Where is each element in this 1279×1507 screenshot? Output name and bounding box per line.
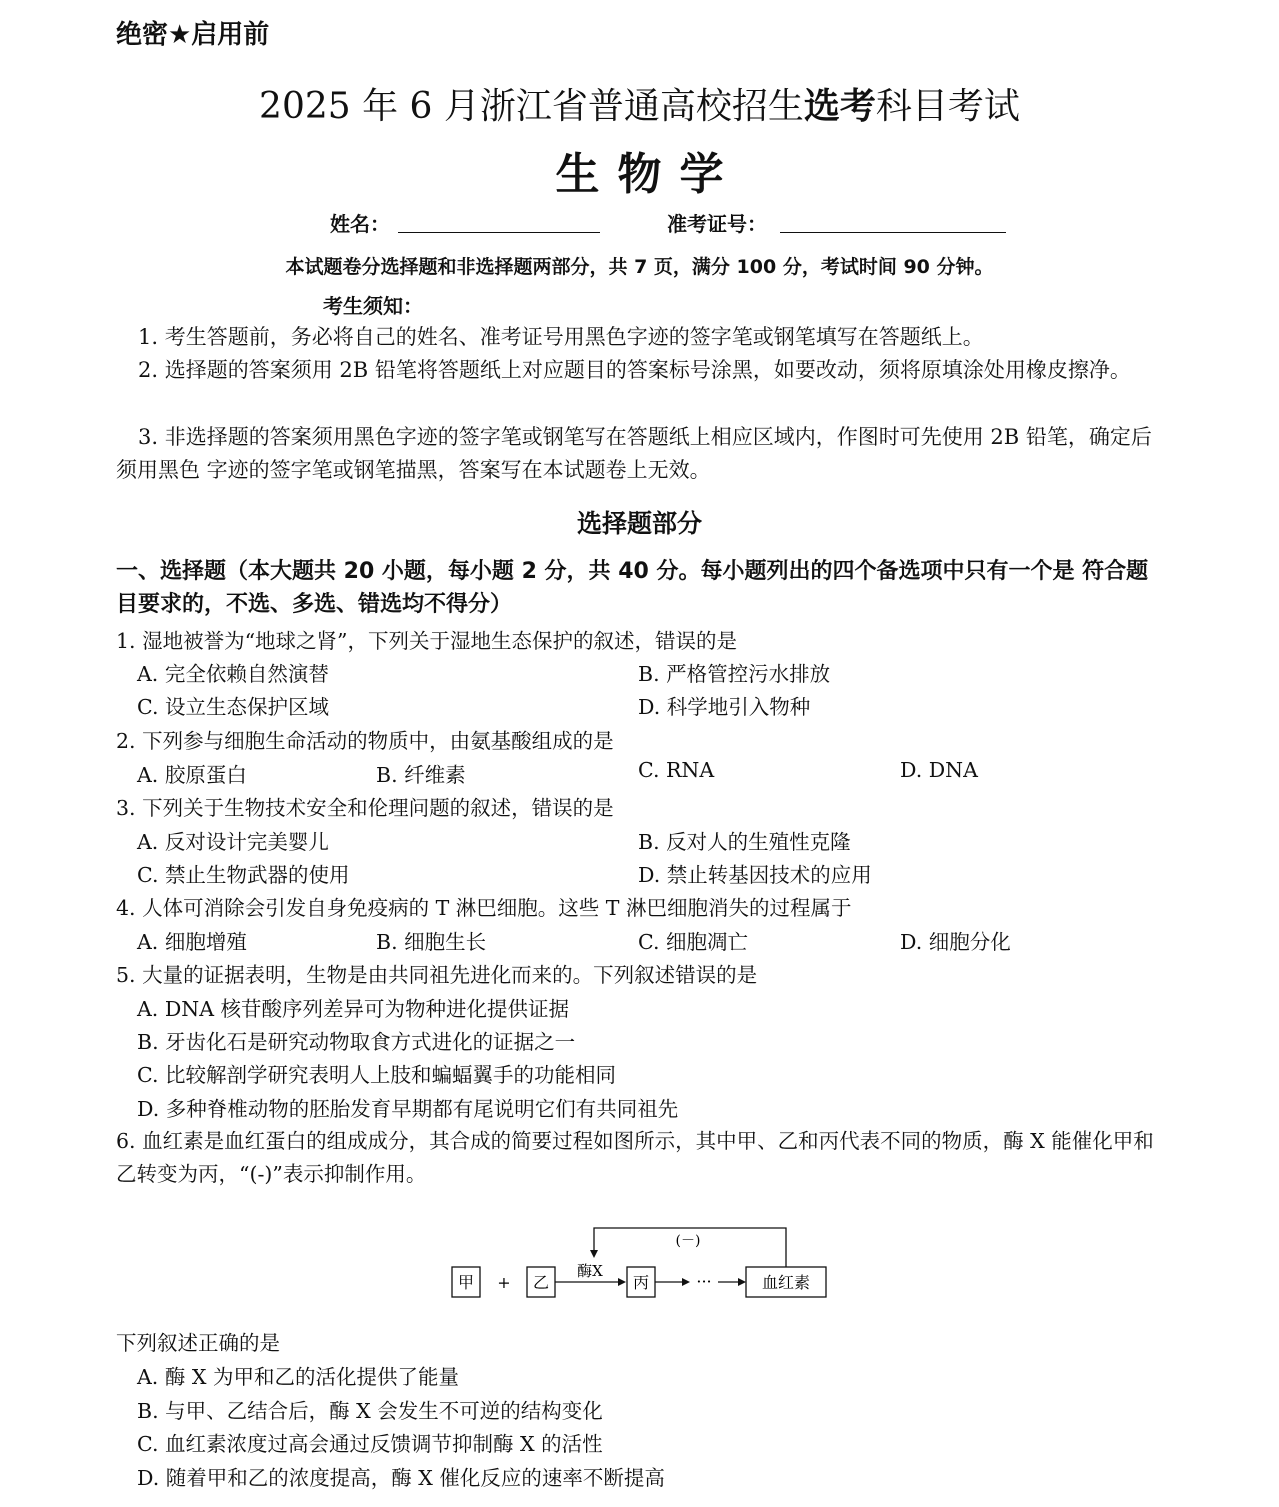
question-option: B. 牙齿化石是研究动物取食方式进化的证据之一: [137, 1030, 576, 1054]
question-option: C. 血红素浓度过高会通过反馈调节抑制酶 X 的活性: [137, 1432, 603, 1456]
question-option: B. 细胞生长: [376, 930, 487, 954]
arrowhead-to-heme: [738, 1278, 746, 1286]
exam-title: [0, 78, 1279, 129]
question-option: A. 反对设计完美婴儿: [137, 830, 329, 854]
question-stem: 3. 下列关于生物技术安全和伦理问题的叙述，错误的是: [116, 796, 614, 820]
part-heading: 一、选择题（本大题共 20 小题，每小题 2 分，共 40 分。每小题列出的四个备选项中只有一个是 符合题目要求的，不选、多选、错选均不得分）: [116, 559, 1149, 617]
title-prefix: 2025 年 6 月浙江省普通高校招生: [259, 86, 804, 127]
question-option: A. 胶原蛋白: [137, 763, 247, 787]
question-option: A. 细胞增殖: [137, 930, 247, 954]
label-bing: 丙: [632, 1273, 650, 1292]
question-option: D. DNA: [900, 758, 978, 782]
title-bold: 选考: [803, 86, 876, 127]
question-option: C. 禁止生物武器的使用: [137, 863, 350, 887]
id-blank: [780, 232, 1006, 233]
label-dots: ···: [696, 1272, 712, 1291]
label-plus: +: [497, 1273, 511, 1292]
confidential-label: 绝密★启用前: [116, 20, 270, 50]
heme-synthesis-diagram: [446, 1222, 836, 1304]
question-option: B. 与甲、乙结合后，酶 X 会发生不可逆的结构变化: [137, 1399, 603, 1423]
section-title: 选择题部分: [576, 509, 702, 538]
subject-title: 生物学: [555, 149, 742, 200]
label-inhibit: (－): [675, 1233, 701, 1249]
question-stem: 6. 血红素是血红蛋白的组成成分，其合成的简要过程如图所示，其中甲、乙和丙代表不同的物质，酶 X 能催化甲和乙转变为丙，“(-)”表示抑制作用。: [116, 1129, 1154, 1186]
question-option: D. 禁止转基因技术的应用: [638, 863, 872, 887]
label-heme: 血红素: [761, 1273, 811, 1292]
question-option: D. 细胞分化: [900, 930, 1011, 954]
feedback-arrowhead: [590, 1250, 598, 1258]
instruction-item: 2. 选择题的答案须用 2B 铅笔将答题纸上对应题目的答案标号涂黑，如要改动，须将原填涂处用橡皮擦净。: [138, 358, 1131, 382]
question-option: D. 随着甲和乙的浓度提高，酶 X 催化反应的速率不断提高: [137, 1466, 665, 1490]
instruction-item: 3. 非选择题的答案须用黑色字迹的签字笔或钢笔写在答题纸上相应区域内，作图时可先使用 2B 铅笔，确定后须用黑色 字迹的签字笔或钢笔描黑，答案写在本试题卷上无效。: [116, 425, 1152, 482]
question-option: B. 纤维素: [376, 763, 466, 787]
question-option: C. 设立生态保护区域: [137, 695, 329, 719]
title-suffix: 科目考试: [875, 86, 1020, 127]
name-blank: [398, 232, 600, 233]
question-stem: 1. 湿地被誉为“地球之肾”，下列关于湿地生态保护的叙述，错误的是: [116, 629, 738, 653]
question-stem: 5. 大量的证据表明，生物是由共同祖先进化而来的。下列叙述错误的是: [116, 963, 758, 987]
question-option: A. 完全依赖自然演替: [137, 662, 329, 686]
question-option: D. 科学地引入物种: [638, 695, 811, 719]
question-follow: 下列叙述正确的是: [116, 1331, 280, 1355]
question-stem: 4. 人体可消除会引发自身免疫病的 T 淋巴细胞。这些 T 淋巴细胞消失的过程属于: [116, 896, 852, 920]
question-option: D. 多种脊椎动物的胚胎发育早期都有尾说明它们有共同祖先: [137, 1097, 679, 1121]
question-option: A. DNA 核苷酸序列差异可为物种进化提供证据: [137, 997, 570, 1021]
label-jia: 甲: [457, 1273, 475, 1292]
arrowhead-to-bing: [618, 1278, 626, 1286]
instruction-item: 1. 考生答题前，务必将自己的姓名、准考证号用黑色字迹的签字笔或钢笔填写在答题纸上。: [138, 325, 984, 349]
question-stem: 2. 下列参与细胞生命活动的物质中，由氨基酸组成的是: [116, 729, 614, 753]
label-enzyme: 酶X: [577, 1262, 603, 1280]
id-label: 准考证号：: [667, 212, 767, 236]
name-label: 姓名：: [330, 212, 390, 236]
question-option: A. 酶 X 为甲和乙的活化提供了能量: [137, 1365, 459, 1389]
exam-notice: 本试题卷分选择题和非选择题两部分，共 7 页，满分 100 分，考试时间 90 分钟。: [285, 256, 994, 278]
question-option: C. 细胞凋亡: [638, 930, 748, 954]
question-option: B. 反对人的生殖性克隆: [638, 830, 851, 854]
instructions-title: 考生须知：: [323, 294, 423, 318]
label-yi: 乙: [532, 1273, 550, 1292]
question-option: B. 严格管控污水排放: [638, 662, 831, 686]
question-option: C. 比较解剖学研究表明人上肢和蝙蝠翼手的功能相同: [137, 1063, 616, 1087]
arrowhead-to-dots: [682, 1278, 690, 1286]
question-option: C. RNA: [638, 758, 715, 782]
